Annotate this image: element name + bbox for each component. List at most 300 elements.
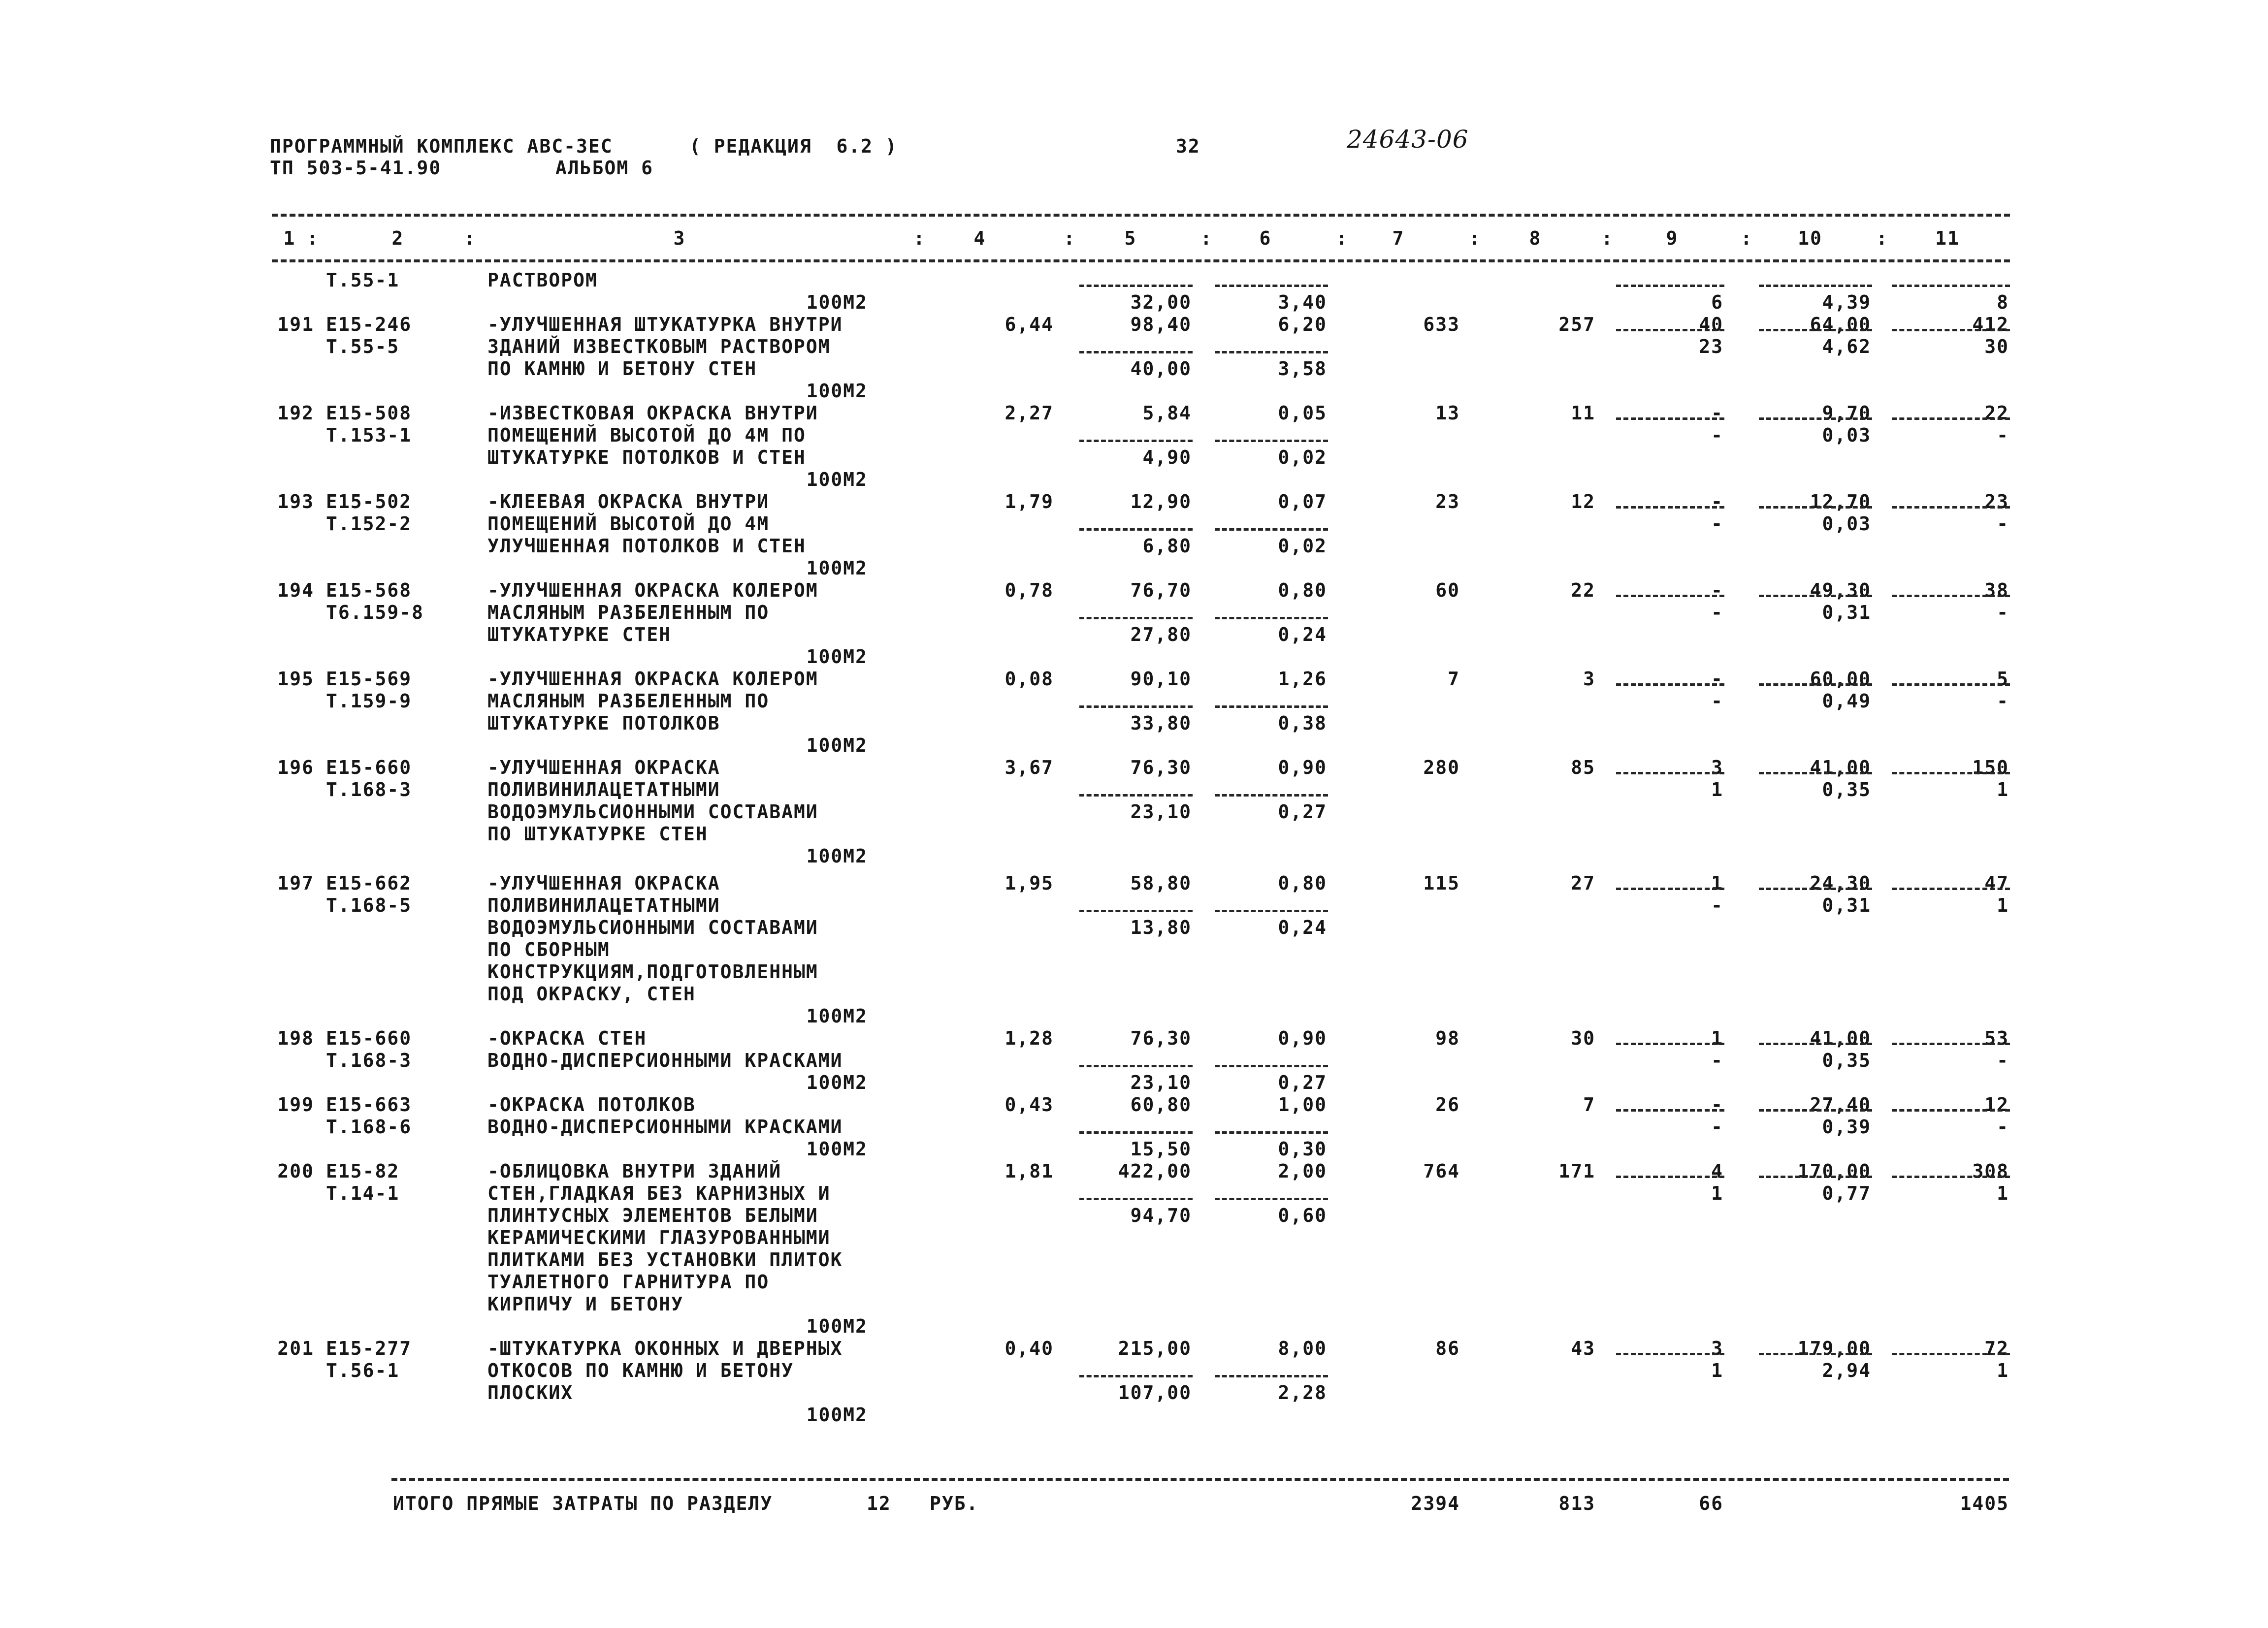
- col9-sub-cell: -: [1711, 513, 1723, 535]
- unit-cost-sub-cell: 33,80: [1130, 712, 1192, 734]
- unit-cost-sub-cell: 40,00: [1130, 358, 1192, 380]
- unit-label: 100М2: [806, 1072, 868, 1093]
- column-number: 11: [1935, 227, 1960, 249]
- work-description: МАСЛЯНЫМ РАЗБЕЛЕННЫМ ПО: [487, 602, 770, 623]
- cell-divider: [1616, 1353, 1724, 1355]
- cell-divider: [1079, 528, 1193, 531]
- rate-code: Т.153-1: [326, 424, 412, 446]
- quantity-cell: 3,67: [1004, 757, 1054, 778]
- unit-cost-sub-cell: 94,70: [1130, 1205, 1192, 1226]
- rate-code: Е15-660: [326, 757, 412, 778]
- work-description: ШТУКАТУРКЕ ПОТОЛКОВ: [487, 712, 720, 734]
- column-number: 9: [1666, 227, 1679, 249]
- col11-cell: 47: [1984, 872, 2009, 894]
- work-description: ПО СБОРНЫМ: [487, 939, 610, 960]
- rate-code: Т.168-6: [326, 1116, 412, 1138]
- work-description: ПО КАМНЮ И БЕТОНУ СТЕН: [487, 358, 757, 380]
- cell-divider: [1079, 1131, 1193, 1134]
- software-title: ПРОГРАММНЫЙ КОМПЛЕКС АВС-3ЕС: [270, 135, 613, 157]
- column-number: 2: [391, 227, 404, 249]
- wage-cost-sub-cell: 0,24: [1278, 624, 1327, 645]
- work-description: КОНСТРУКЦИЯМ,ПОДГОТОВЛЕННЫМ: [487, 961, 818, 983]
- total-cost-cell: 115: [1423, 872, 1460, 894]
- cell-divider: [1215, 285, 1328, 287]
- col10-cell: 12,70: [1810, 491, 1871, 512]
- work-description: -ОБЛИЦОВКА ВНУТРИ ЗДАНИЙ: [487, 1160, 782, 1182]
- col11-cell: 412: [1972, 314, 2009, 335]
- column-separator: :: [464, 227, 476, 249]
- col11-cell: 150: [1972, 757, 2009, 778]
- cell-divider: [1892, 506, 2010, 509]
- work-description: КЕРАМИЧЕСКИМИ ГЛАЗУРОВАННЫМИ: [487, 1227, 831, 1248]
- cell-divider: [1759, 772, 1872, 774]
- rate-code: Е15-660: [326, 1027, 412, 1049]
- column-separator: :: [1601, 227, 1614, 249]
- col11-sub-cell: 1: [1997, 1360, 2009, 1381]
- row-number: 191: [277, 314, 314, 335]
- quantity-cell: 0,08: [1004, 668, 1054, 690]
- column-number: 4: [973, 227, 986, 249]
- unit-cost-sub-cell: 23,10: [1130, 1072, 1192, 1093]
- col11-sub-cell: -: [1997, 1050, 2009, 1071]
- work-description: ПОЛИВИНИЛАЦЕТАТНЫМИ: [487, 894, 720, 916]
- work-description: МАСЛЯНЫМ РАЗБЕЛЕННЫМ ПО: [487, 690, 770, 712]
- unit-cost-cell: 12,90: [1130, 491, 1192, 512]
- unit-cost-cell: 98,40: [1130, 314, 1192, 335]
- unit-label: 100М2: [806, 1138, 868, 1160]
- col9-sub-cell: 1: [1711, 1182, 1723, 1204]
- column-number: 8: [1529, 227, 1542, 249]
- cell-divider: [1892, 772, 2010, 774]
- quantity-cell: 1,81: [1004, 1160, 1054, 1182]
- col11-cell: 38: [1984, 579, 2009, 601]
- col9-cell: -: [1711, 491, 1723, 512]
- column-number: 5: [1124, 227, 1137, 249]
- col10-cell: 41,00: [1810, 1027, 1871, 1049]
- cell-divider: [1079, 1065, 1193, 1067]
- cell-divider: [1616, 417, 1724, 420]
- col10-sub-cell: 4,62: [1822, 336, 1871, 357]
- cell-divider: [1079, 440, 1193, 442]
- total-wage-cell: 7: [1583, 1094, 1595, 1116]
- quantity-cell: 1,95: [1004, 872, 1054, 894]
- col10-sub-cell: 0,31: [1822, 894, 1871, 916]
- table-top-rule: [272, 214, 2010, 217]
- cell-divider: [1616, 285, 1724, 287]
- total-wage-cell: 3: [1583, 668, 1595, 690]
- rate-code: Т.14-1: [326, 1182, 400, 1204]
- rate-code: Е15-82: [326, 1160, 400, 1182]
- cell-divider: [1759, 1353, 1872, 1355]
- unit-label: 100М2: [806, 1404, 868, 1426]
- wage-cost-sub-cell: 0,27: [1278, 1072, 1327, 1093]
- col9-sub-cell: 1: [1711, 779, 1723, 800]
- col10-sub-cell: 0,03: [1822, 424, 1871, 446]
- cell-divider: [1215, 1375, 1328, 1377]
- col9-sub-cell: -: [1711, 602, 1723, 623]
- col11-sub-cell: 1: [1997, 1182, 2009, 1204]
- col9-cell: 40: [1699, 314, 1723, 335]
- wage-cost-cell: 6,20: [1278, 314, 1327, 335]
- total-col11: 1405: [1960, 1493, 2009, 1514]
- unit-label: 100М2: [806, 291, 868, 313]
- work-description: ЗДАНИЙ ИЗВЕСТКОВЫМ РАСТВОРОМ: [487, 336, 831, 357]
- cell-divider: [1892, 1043, 2010, 1045]
- rate-code: Т.168-3: [326, 1050, 412, 1071]
- col9-sub-cell: -: [1711, 1050, 1723, 1071]
- rate-code: Т.55-5: [326, 336, 400, 357]
- wage-cost-sub-cell: 0,38: [1278, 712, 1327, 734]
- total-wage-cell: 43: [1571, 1338, 1595, 1359]
- unit-cost-cell: 60,80: [1130, 1094, 1192, 1116]
- total-wage-cell: 12: [1571, 491, 1595, 512]
- rate-code: Е15-662: [326, 872, 412, 894]
- col10-sub-cell: 0,31: [1822, 602, 1871, 623]
- wage-cost-sub-cell: 3,58: [1278, 358, 1327, 380]
- cell-divider: [1892, 417, 2010, 420]
- cell-divider: [1616, 1109, 1724, 1112]
- cell-divider: [1892, 1109, 2010, 1112]
- col10-cell: 170,00: [1797, 1160, 1871, 1182]
- work-description: -КЛЕЕВАЯ ОКРАСКА ВНУТРИ: [487, 491, 770, 512]
- total-cost-cell: 23: [1435, 491, 1460, 512]
- unit-cost-cell: 90,10: [1130, 668, 1192, 690]
- col9-cell: -: [1711, 579, 1723, 601]
- row-number: 197: [277, 872, 314, 894]
- col9-sub-cell: -: [1711, 894, 1723, 916]
- column-separator: :: [913, 227, 926, 249]
- total-wage-cell: 85: [1571, 757, 1595, 778]
- col10-cell: 24,30: [1810, 872, 1871, 894]
- wage-cost-sub-cell: 2,28: [1278, 1382, 1327, 1404]
- cell-divider: [1759, 683, 1872, 686]
- col9-sub-cell: 1: [1711, 1360, 1723, 1381]
- col9-sub-cell: -: [1711, 1116, 1723, 1138]
- quantity-cell: 2,27: [1004, 402, 1054, 424]
- cell-divider: [1616, 1176, 1724, 1178]
- unit-label: 100М2: [806, 469, 868, 490]
- total-cost-cell: 764: [1423, 1160, 1460, 1182]
- cell-divider: [1759, 1109, 1872, 1112]
- col11-cell: 12: [1984, 1094, 2009, 1116]
- col9-sub-cell: -: [1711, 690, 1723, 712]
- cell-divider: [1079, 617, 1193, 619]
- work-description: ПЛОСКИХ: [487, 1382, 574, 1404]
- wage-cost-cell: 0,07: [1278, 491, 1327, 512]
- col9-cell: 4: [1711, 1160, 1723, 1182]
- total-cost-cell: 86: [1435, 1338, 1460, 1359]
- work-description: ШТУКАТУРКЕ СТЕН: [487, 624, 672, 645]
- col11-sub-cell: -: [1997, 602, 2009, 623]
- cell-divider: [1892, 683, 2010, 686]
- unit-label: 100М2: [806, 380, 868, 402]
- cell-divider: [1616, 595, 1724, 597]
- unit-cost-cell: 215,00: [1118, 1338, 1192, 1359]
- cell-divider: [1215, 440, 1328, 442]
- cell-divider: [1215, 617, 1328, 619]
- total-cost-cell: 60: [1435, 579, 1460, 601]
- wage-cost-sub-cell: 0,24: [1278, 917, 1327, 938]
- unit-cost-sub-cell: 23,10: [1130, 801, 1192, 823]
- unit-cost-sub-cell: 13,80: [1130, 917, 1192, 938]
- row-number: 192: [277, 402, 314, 424]
- cell-divider: [1892, 285, 2010, 287]
- wage-cost-sub-cell: 0,02: [1278, 447, 1327, 468]
- cell-divider: [1079, 1375, 1193, 1377]
- cell-divider: [1616, 772, 1724, 774]
- rate-code: Т.168-5: [326, 894, 412, 916]
- col11-cell: 308: [1972, 1160, 2009, 1182]
- rate-code: Е15-246: [326, 314, 412, 335]
- rate-code: Е15-508: [326, 402, 412, 424]
- cell-divider: [1892, 1353, 2010, 1355]
- work-description: РАСТВОРОМ: [487, 269, 598, 291]
- cell-divider: [1215, 528, 1328, 531]
- col10-cell: 49,30: [1810, 579, 1871, 601]
- wage-cost-cell: 0,05: [1278, 402, 1327, 424]
- work-description: -УЛУЧШЕННАЯ ОКРАСКА КОЛЕРОМ: [487, 579, 818, 601]
- unit-cost-sub-cell: 27,80: [1130, 624, 1192, 645]
- col10-cell: 64,00: [1810, 314, 1871, 335]
- unit-cost-sub-cell: 6,80: [1142, 535, 1192, 557]
- work-description: ПО ШТУКАТУРКЕ СТЕН: [487, 823, 708, 845]
- row-number: 193: [277, 491, 314, 512]
- col10-cell: 4,39: [1822, 291, 1871, 313]
- col11-sub-cell: 30: [1984, 336, 2009, 357]
- edition-label: ( РЕДАКЦИЯ 6.2 ): [689, 135, 898, 157]
- wage-cost-cell: 1,26: [1278, 668, 1327, 690]
- column-separator: :: [1741, 227, 1753, 249]
- column-separator: :: [1469, 227, 1481, 249]
- total-wage-cell: 171: [1558, 1160, 1595, 1182]
- work-description: ВОДНО-ДИСПЕРСИОННЫМИ КРАСКАМИ: [487, 1116, 843, 1138]
- column-separator: :: [1200, 227, 1213, 249]
- rate-code: Т.152-2: [326, 513, 412, 535]
- column-number: 3: [673, 227, 686, 249]
- col11-sub-cell: -: [1997, 690, 2009, 712]
- work-description: ТУАЛЕТНОГО ГАРНИТУРА ПО: [487, 1271, 770, 1293]
- total-wage-cell: 30: [1571, 1027, 1595, 1049]
- col10-cell: 9,70: [1822, 402, 1871, 424]
- work-description: -ОКРАСКА СТЕН: [487, 1027, 647, 1049]
- total-cost-cell: 633: [1423, 314, 1460, 335]
- handwritten-doc-code: 24643-06: [1347, 125, 1469, 154]
- work-description: ВОДНО-ДИСПЕРСИОННЫМИ КРАСКАМИ: [487, 1050, 843, 1071]
- total-col8: 813: [1558, 1493, 1595, 1514]
- col11-cell: 23: [1984, 491, 2009, 512]
- wage-cost-sub-cell: 0,27: [1278, 801, 1327, 823]
- cell-divider: [1759, 285, 1872, 287]
- col11-cell: 8: [1997, 291, 2009, 313]
- col9-cell: 1: [1711, 1027, 1723, 1049]
- column-number: 6: [1259, 227, 1272, 249]
- cell-divider: [1215, 1065, 1328, 1067]
- work-description: ВОДОЭМУЛЬСИОННЫМИ СОСТАВАМИ: [487, 917, 818, 938]
- work-description: ПОМЕЩЕНИЙ ВЫСОТОЙ ДО 4М: [487, 513, 770, 535]
- col11-cell: 53: [1984, 1027, 2009, 1049]
- header-bottom-rule: [272, 259, 2010, 262]
- unit-cost-cell: 422,00: [1118, 1160, 1192, 1182]
- quantity-cell: 0,78: [1004, 579, 1054, 601]
- cell-divider: [1759, 1043, 1872, 1045]
- album-label: АЛЬБОМ 6: [555, 157, 654, 179]
- work-description: -УЛУЧШЕННАЯ ШТУКАТУРКА ВНУТРИ: [487, 314, 843, 335]
- unit-cost-cell: 76,30: [1130, 1027, 1192, 1049]
- column-separator: :: [1064, 227, 1076, 249]
- col9-cell: 1: [1711, 872, 1723, 894]
- col11-sub-cell: -: [1997, 513, 2009, 535]
- cell-divider: [1892, 888, 2010, 890]
- row-number: 196: [277, 757, 314, 778]
- unit-label: 100М2: [806, 557, 868, 579]
- col9-cell: 6: [1711, 291, 1723, 313]
- quantity-cell: 1,79: [1004, 491, 1054, 512]
- total-cost-cell: 26: [1435, 1094, 1460, 1116]
- total-label: ИТОГО ПРЯМЫЕ ЗАТРАТЫ ПО РАЗДЕЛУ: [393, 1493, 773, 1514]
- rate-code: Е15-568: [326, 579, 412, 601]
- work-description: -ОКРАСКА ПОТОЛКОВ: [487, 1094, 696, 1116]
- total-cost-cell: 7: [1448, 668, 1460, 690]
- total-wage-cell: 11: [1571, 402, 1595, 424]
- cell-divider: [1215, 1198, 1328, 1200]
- cell-divider: [1079, 351, 1193, 353]
- wage-cost-cell: 0,90: [1278, 1027, 1327, 1049]
- rate-code: Е15-569: [326, 668, 412, 690]
- rate-code: Т.168-3: [326, 779, 412, 800]
- unit-cost-cell: 76,30: [1130, 757, 1192, 778]
- total-col7: 2394: [1411, 1493, 1460, 1514]
- col10-sub-cell: 0,49: [1822, 690, 1871, 712]
- total-cost-cell: 280: [1423, 757, 1460, 778]
- unit-label: 100М2: [806, 646, 868, 668]
- work-description: ОТКОСОВ ПО КАМНЮ И БЕТОНУ: [487, 1360, 794, 1381]
- col11-cell: 5: [1997, 668, 2009, 690]
- cell-divider: [1079, 1198, 1193, 1200]
- row-number: 199: [277, 1094, 314, 1116]
- col10-cell: 179,00: [1797, 1338, 1871, 1359]
- col9-cell: 3: [1711, 1338, 1723, 1359]
- unit-cost-sub-cell: 107,00: [1118, 1382, 1192, 1404]
- work-description: ПОД ОКРАСКУ, СТЕН: [487, 983, 696, 1005]
- cell-divider: [1079, 285, 1193, 287]
- col9-cell: 3: [1711, 757, 1723, 778]
- rate-code: Т.159-9: [326, 690, 412, 712]
- col10-sub-cell: 0,35: [1822, 779, 1871, 800]
- cell-divider: [1215, 1131, 1328, 1134]
- total-section: 12: [867, 1493, 891, 1514]
- wage-cost-sub-cell: 0,60: [1278, 1205, 1327, 1226]
- unit-cost-cell: 76,70: [1130, 579, 1192, 601]
- unit-label: 100М2: [806, 1005, 868, 1027]
- col9-cell: -: [1711, 402, 1723, 424]
- cell-divider: [1759, 888, 1872, 890]
- col11-cell: 22: [1984, 402, 2009, 424]
- unit-cost-cell: 58,80: [1130, 872, 1192, 894]
- col11-sub-cell: 1: [1997, 894, 2009, 916]
- col11-sub-cell: -: [1997, 424, 2009, 446]
- col9-sub-cell: -: [1711, 424, 1723, 446]
- cell-divider: [1079, 910, 1193, 912]
- col10-cell: 41,00: [1810, 757, 1871, 778]
- col10-sub-cell: 2,94: [1822, 1360, 1871, 1381]
- column-separator: :: [1336, 227, 1348, 249]
- quantity-cell: 1,28: [1004, 1027, 1054, 1049]
- cell-divider: [1215, 910, 1328, 912]
- work-description: ПЛИНТУСНЫХ ЭЛЕМЕНТОВ БЕЛЫМИ: [487, 1205, 818, 1226]
- col10-sub-cell: 0,39: [1822, 1116, 1871, 1138]
- cell-divider: [1892, 595, 2010, 597]
- column-separator: :: [307, 227, 319, 249]
- work-description: ПОЛИВИНИЛАЦЕТАТНЫМИ: [487, 779, 720, 800]
- wage-cost-sub-cell: 0,02: [1278, 535, 1327, 557]
- column-number: 1: [283, 227, 296, 249]
- rate-code: Т6.159-8: [326, 602, 424, 623]
- cell-divider: [1079, 794, 1193, 797]
- cell-divider: [1215, 705, 1328, 708]
- row-number: 200: [277, 1160, 314, 1182]
- work-description: -УЛУЧШЕННАЯ ОКРАСКА: [487, 757, 720, 778]
- cell-divider: [1759, 417, 1872, 420]
- col10-cell: 60,00: [1810, 668, 1871, 690]
- unit-label: 100М2: [806, 734, 868, 756]
- col11-sub-cell: 1: [1997, 779, 2009, 800]
- column-separator: :: [1876, 227, 1888, 249]
- rate-code: Т.56-1: [326, 1360, 400, 1381]
- row-number: 201: [277, 1338, 314, 1359]
- total-wage-cell: 27: [1571, 872, 1595, 894]
- wage-cost-cell: 0,80: [1278, 579, 1327, 601]
- total-wage-cell: 257: [1558, 314, 1595, 335]
- work-description: -УЛУЧШЕННАЯ ОКРАСКА: [487, 872, 720, 894]
- cell-divider: [1616, 506, 1724, 509]
- unit-label: 100М2: [806, 1315, 868, 1337]
- work-description: ВОДОЭМУЛЬСИОННЫМИ СОСТАВАМИ: [487, 801, 818, 823]
- wage-cost-cell: 3,40: [1278, 291, 1327, 313]
- unit-cost-sub-cell: 15,50: [1130, 1138, 1192, 1160]
- quantity-cell: 6,44: [1004, 314, 1054, 335]
- total-currency: РУБ.: [930, 1493, 979, 1514]
- cell-divider: [1616, 1043, 1724, 1045]
- unit-cost-cell: 5,84: [1142, 402, 1192, 424]
- wage-cost-cell: 0,80: [1278, 872, 1327, 894]
- col9-sub-cell: 23: [1699, 336, 1723, 357]
- cell-divider: [1759, 1176, 1872, 1178]
- rate-code: Е15-502: [326, 491, 412, 512]
- wage-cost-cell: 1,00: [1278, 1094, 1327, 1116]
- total-rule: [391, 1478, 2009, 1481]
- work-description: ПЛИТКАМИ БЕЗ УСТАНОВКИ ПЛИТОК: [487, 1249, 843, 1271]
- cell-divider: [1616, 329, 1724, 331]
- row-number: 194: [277, 579, 314, 601]
- page-number: 32: [1176, 135, 1200, 157]
- row-number: 198: [277, 1027, 314, 1049]
- rate-code: Е15-277: [326, 1338, 412, 1359]
- work-description: -ИЗВЕСТКОВАЯ ОКРАСКА ВНУТРИ: [487, 402, 818, 424]
- rate-code: Т.55-1: [326, 269, 400, 291]
- cell-divider: [1892, 1176, 2010, 1178]
- cell-divider: [1215, 794, 1328, 797]
- col10-cell: 27,40: [1810, 1094, 1871, 1116]
- col9-cell: -: [1711, 668, 1723, 690]
- cell-divider: [1616, 888, 1724, 890]
- work-description: -УЛУЧШЕННАЯ ОКРАСКА КОЛЕРОМ: [487, 668, 818, 690]
- quantity-cell: 0,40: [1004, 1338, 1054, 1359]
- project-code: ТП 503-5-41.90: [270, 157, 442, 179]
- work-description: УЛУЧШЕННАЯ ПОТОЛКОВ И СТЕН: [487, 535, 806, 557]
- total-cost-cell: 98: [1435, 1027, 1460, 1049]
- unit-cost-sub-cell: 4,90: [1142, 447, 1192, 468]
- cell-divider: [1759, 329, 1872, 331]
